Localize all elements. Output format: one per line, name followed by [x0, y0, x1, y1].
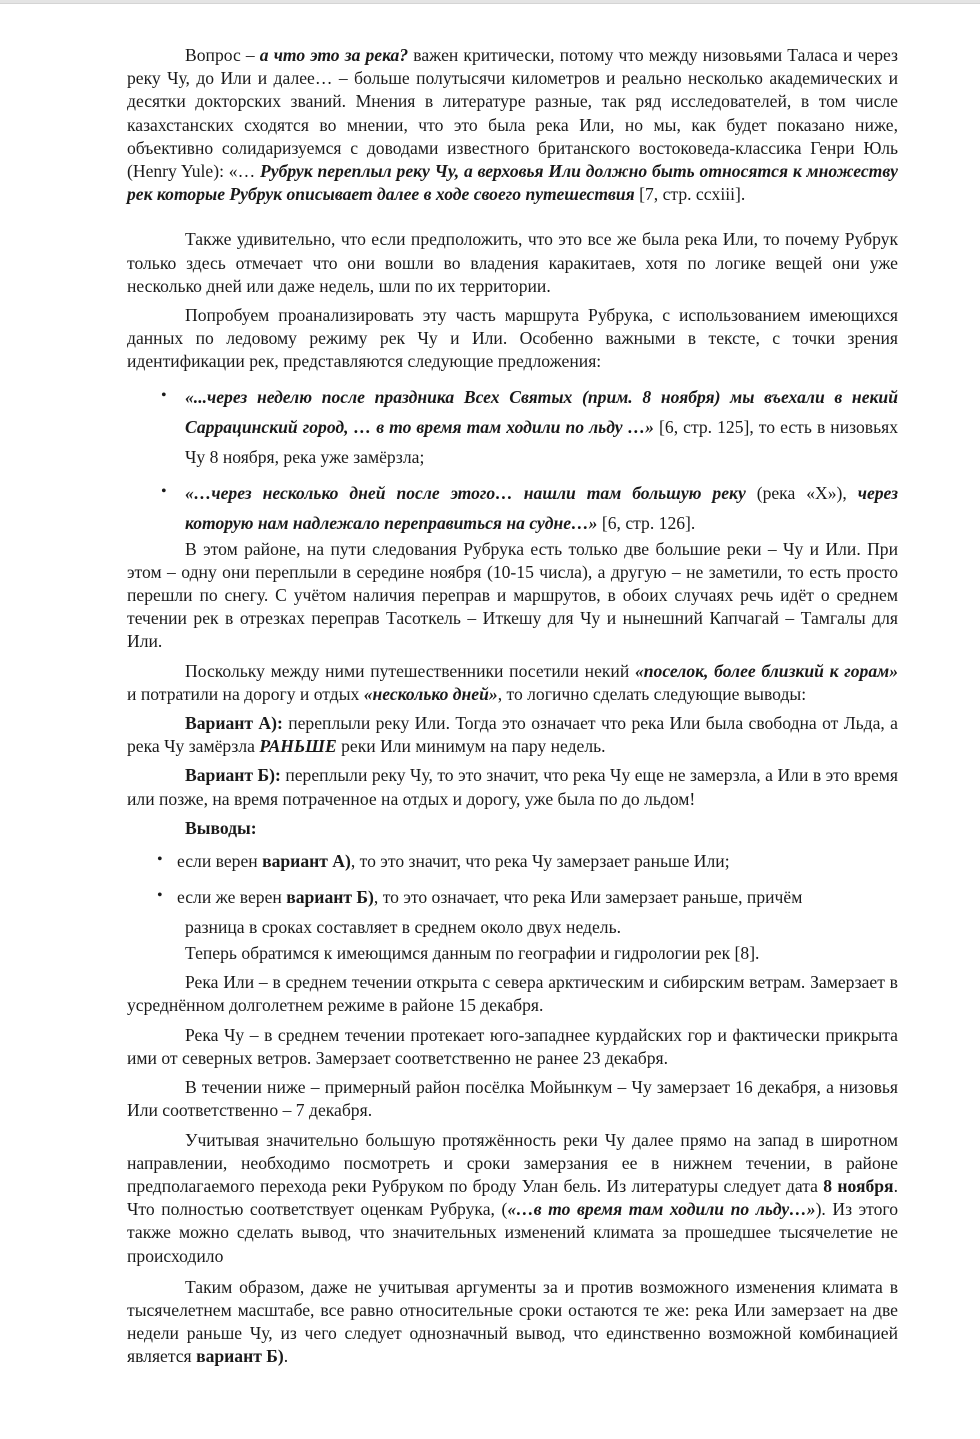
- spacer: [127, 374, 898, 382]
- text-run: , то это значит, что река Чу замерзает раньше Или;: [350, 851, 730, 872]
- spacer: [127, 206, 898, 228]
- page-top-border: [0, 0, 980, 4]
- emphasized-text: «поселок, более близкий к горам»: [634, 660, 898, 681]
- conclusion-continuation: разница в сроках составляет в среднем около двух недель.: [185, 917, 622, 938]
- text-run: [6, стр. 125], то есть в низовьях Чу 8 ноября, река уже замёрзла;: [185, 416, 898, 467]
- emphasized-text: а что это за река?: [259, 45, 409, 65]
- bold-text: Вариант Б):: [185, 765, 281, 786]
- text-run: (река «Х»),: [745, 482, 858, 503]
- bold-text: 8 ноября: [823, 1175, 894, 1196]
- text-run: реки Или минимум на пару недель.: [336, 736, 606, 757]
- conclusion-text: [177, 887, 802, 907]
- text-run: важен критически, потому что между низовьями Таласа и через реку Чу, до Или и далее… – больше полутысячи километров и реально несколько академических и десятки докторских званий. Мнения в литературе разные, так ряд исследователей, в том числе казахстанских сходятся во мнении, что это была река Или, но мы, как будет показано ниже, объективно солидаризуемся с доводами известного британского востоковеда-классика Генри Юль (Henry Yule): «…: [127, 45, 898, 182]
- emphasized-text: «несколько дней»: [363, 683, 498, 704]
- text-run: Вопрос –: [185, 45, 260, 65]
- quote-list-item: [127, 382, 898, 472]
- paragraph-variant-a: [127, 712, 898, 758]
- text-run: В течении ниже – примерный район посёлка Мойынкум – Чу замерзает 16 декабря, а низовья Или соответственно – 7 декабря.: [127, 1077, 898, 1121]
- emphasized-text: Рубрук переплыл реку Чу, а верховья Или должно быть относятся к множеству рек которые Рубрук описывает далее в ходе своего путешествия: [127, 161, 898, 205]
- conclusion-text: [177, 851, 730, 871]
- paragraph-analysis-intro: [127, 304, 898, 374]
- conclusion-list-item: [127, 846, 898, 876]
- text-run: В этом районе, на пути следования Рубрука есть только две большие реки – Чу и Или. При этом – одну они переплыли в середине ноября (10-15 числа), а другую – не заметили, то есть просто перешли по снегу. С учётом наличия переправ и маршрутов, в обоих случаях речь идёт о среднем течении рек в отрезках переправ Тасоткель – Иткешу для Чу и нынешний Капчагай – Тамгалы для Или.: [127, 538, 898, 652]
- text-run: Учитывая значительно большую протяжённость реки Чу далее прямо на запад в широтном направлении, необходимо посмотреть и сроки замерзания ее в нижнем течении, в районе предполагаемого перехода реки Рубруком по броду Улан бель. Из литературы следует дата: [127, 1129, 898, 1196]
- bullet-icon: •: [157, 851, 163, 869]
- text-run: если же верен: [177, 887, 287, 908]
- emphasized-text: «...через неделю после праздника Всех Святых (прим. 8 ноября) мы въехали в некий Саррацинский город, … в то время там ходили по льду …»: [185, 386, 898, 437]
- text-run: [7, стр. ccxiii].: [634, 184, 746, 205]
- text-run: если верен: [177, 851, 263, 872]
- document-page: [127, 44, 898, 1369]
- paragraph-hydrology-intro: [127, 942, 898, 965]
- spacer: [127, 1268, 898, 1276]
- text-run: [6, стр. 126].: [597, 512, 696, 533]
- bold-text: вариант Б): [196, 1346, 284, 1367]
- emphasized-text: «…в то время там ходили по льду…»: [507, 1199, 816, 1220]
- text-run: . Что полностью соответствует оценкам Рубрука, (: [127, 1175, 898, 1220]
- text-run: Река Или – в среднем течении открыта с севера арктическим и сибирским ветрам. Замерзает в усреднённом долголетнем режиме в районе 15 декабря.: [127, 972, 898, 1016]
- text-run: .: [283, 1346, 289, 1367]
- text-run: и потратили на дорогу и отдых: [127, 683, 364, 704]
- conclusion-list-item: [127, 882, 898, 942]
- bullet-icon: •: [161, 482, 167, 500]
- paragraph-lower-course: [127, 1076, 898, 1122]
- bold-text: вариант Б): [286, 887, 374, 908]
- text-run: ). Из этого также можно сделать вывод, что значительных изменений климата за прошедшее тысячелетие не происходило: [127, 1199, 899, 1266]
- conclusions-heading: Выводы:: [185, 817, 257, 838]
- bold-text: вариант А): [262, 851, 351, 872]
- text-run: Таким образом, даже не учитывая аргументы за и против возможного изменения климата в тысячелетнем масштабе, все равно относительные сроки остаются те же: река Или замерзает на две недели раньше Чу, из чего следует однозначный вывод, что единственно возможной комбинацией является: [127, 1276, 898, 1367]
- text-run: переплыли реку Чу, то это значит, что река Чу еще не замерзла, а Или в это время или позже, на время потраченное на отдых и дорогу, уже была по до льдом!: [127, 765, 899, 809]
- text-run: , то логично сделать следующие выводы:: [497, 683, 807, 704]
- paragraph-ili-river: [127, 971, 898, 1017]
- paragraph-karakitai: [127, 228, 898, 298]
- quote-list-item: [127, 478, 898, 538]
- text-run: Река Чу – в среднем течении протекает юго-западнее курдайских гор и фактически прикрыта ими от северных ветров. Замерзает соответственно не ранее 23 декабря.: [127, 1024, 898, 1068]
- text-run: , то это означает, что река Или замерзает раньше, причём: [373, 887, 803, 908]
- text-run: Теперь обратимся к имеющимся данным по географии и гидрологии рек [8].: [185, 943, 760, 964]
- paragraph-settlement: [127, 660, 898, 706]
- paragraph-ulan-bel: [127, 1129, 898, 1268]
- emphasized-text: «…через несколько дней после этого… нашли там большую реку: [185, 482, 746, 503]
- text-run: Поскольку между ними путешественники посетили некий: [185, 660, 635, 681]
- emphasized-text: через которую нам надлежало переправиться на судне…»: [185, 482, 898, 533]
- text-run: Также удивительно, что если предположить, что это все же была река Или, то почему Рубрук только здесь отмечает что они вошли во владения каракитаев, хотя по логике вещей они уже несколько дней или даже недель, шли по их территории.: [127, 229, 898, 296]
- paragraph-final-conclusion: [127, 1276, 898, 1369]
- bullet-icon: •: [161, 386, 167, 404]
- bold-text: Вариант А):: [185, 713, 283, 734]
- paragraph-question: [127, 44, 898, 206]
- paragraph-two-rivers: [127, 538, 898, 654]
- text-run: Попробуем проанализировать эту часть маршрута Рубрука, с использованием имеющихся данных по ледовому режиму рек Чу и Или. Особенно важными в тексте, с точки зрения идентификации рек, представляются следующие предложения:: [127, 305, 898, 372]
- paragraph-variant-b: [127, 764, 898, 810]
- quote-text: [185, 483, 898, 533]
- paragraph-chu-river: [127, 1024, 898, 1070]
- bullet-icon: •: [157, 887, 163, 905]
- quote-text: [185, 387, 898, 467]
- text-run: переплыли реку Или. Тогда это означает что река Или была свободна от Льда, а река Чу замёрзла: [127, 713, 898, 757]
- emphasized-text: РАНЬШЕ: [259, 736, 337, 757]
